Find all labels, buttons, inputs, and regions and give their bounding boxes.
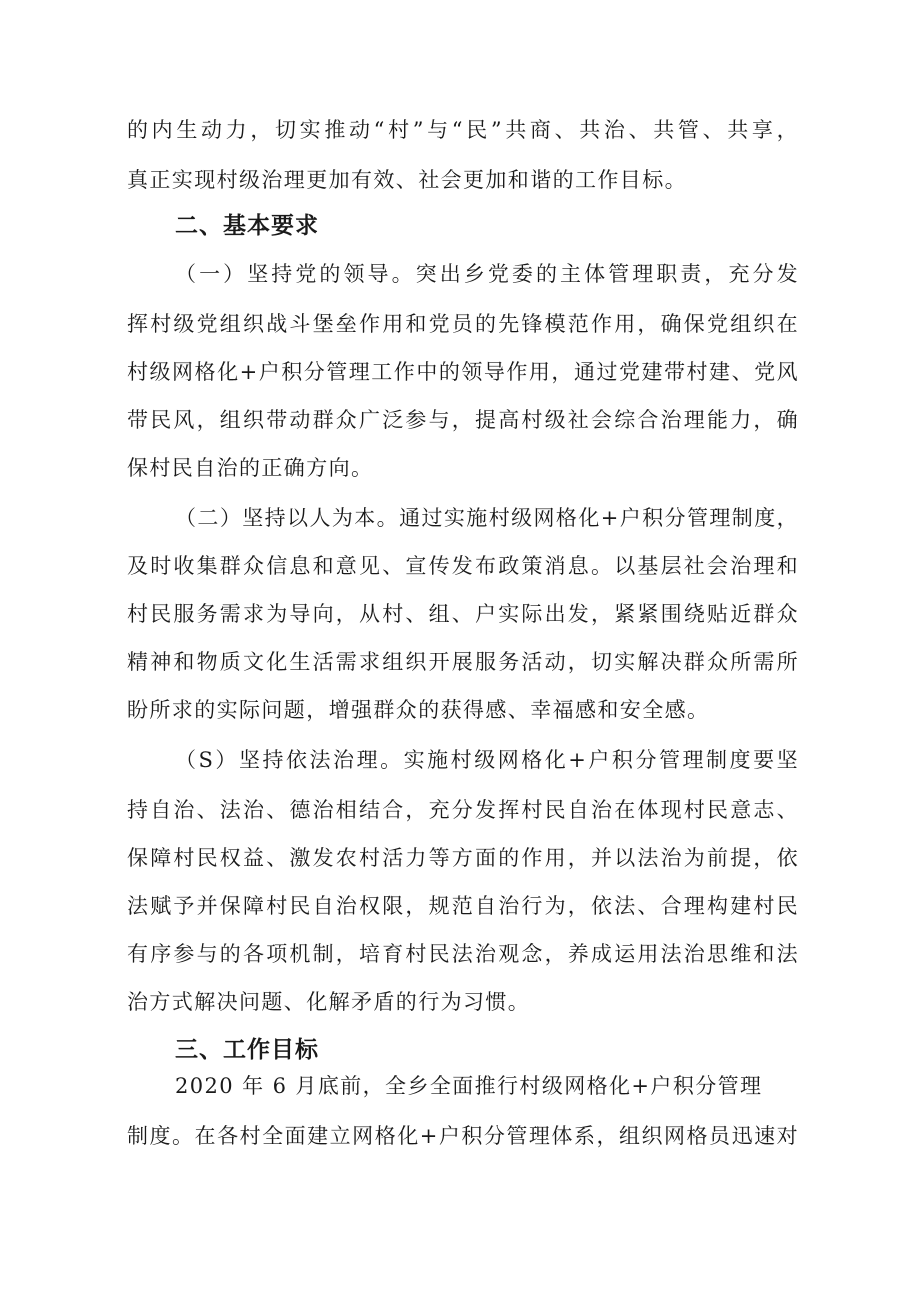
item2-line-4: 精神和物质文化生活需求组织开展服务活动，切实解决群众所需所 bbox=[127, 650, 799, 674]
item3-line-2: 持自治、法治、德治相结合，充分发挥村民自治在体现村民意志、 bbox=[127, 798, 799, 822]
item3-line-3: 保障村民权益、激发农村活力等方面的作用，并以法治为前提，依 bbox=[127, 846, 799, 870]
item1-line-4: 带民风，组织带动群众广泛参与，提高村级社会综合治理能力，确 bbox=[127, 408, 799, 432]
section-heading-work-goals: 三、工作目标 bbox=[175, 1037, 319, 1063]
item3-line-4: 法赋予并保障村民自治权限，规范自治行为，依法、合理构建村民 bbox=[127, 894, 799, 918]
item1-line-1: （一）坚持党的领导。突出乡党委的主体管理职责，充分发 bbox=[175, 262, 799, 286]
section-heading-basic-requirements: 二、基本要求 bbox=[175, 213, 319, 239]
section3-line-2: 制度。在各村全面建立网格化+户积分管理体系，组织网格员迅速对 bbox=[127, 1124, 799, 1148]
item2-line-3: 村民服务需求为导向，从村、组、户实际出发，紧紧围绕贴近群众 bbox=[127, 602, 799, 626]
item2-line-2: 及时收集群众信息和意见、宣传发布政策消息。以基层社会治理和 bbox=[127, 554, 799, 578]
item3-line-1: （S）坚持依法治理。实施村级网格化+户积分管理制度要坚 bbox=[175, 748, 799, 772]
intro-line-2: 真正实现村级治理更加有效、社会更加和谐的工作目标。 bbox=[127, 168, 687, 192]
item1-line-3: 村级网格化+户积分管理工作中的领导作用，通过党建带村建、党风 bbox=[127, 360, 799, 384]
item1-line-5: 保村民自治的正确方向。 bbox=[127, 456, 374, 480]
section3-line-1: 2020 年 6 月底前，全乡全面推行村级网格化+户积分管理 bbox=[175, 1074, 763, 1098]
intro-line-1: 的内生动力，切实推动“村”与“民”共商、共治、共管、共享， bbox=[127, 118, 799, 142]
item2-line-5: 盼所求的实际问题，增强群众的获得感、幸福感和安全感。 bbox=[127, 698, 710, 722]
item2-line-1: （二）坚持以人为本。通过实施村级网格化+户积分管理制度， bbox=[175, 506, 799, 530]
item1-line-2: 挥村级党组织战斗堡垒作用和党员的先锋模范作用，确保党组织在 bbox=[127, 312, 799, 336]
item3-line-6: 治方式解决问题、化解矛盾的行为习惯。 bbox=[127, 990, 531, 1014]
item3-line-5: 有序参与的各项机制，培育村民法治观念，养成运用法治思维和法 bbox=[127, 942, 799, 966]
